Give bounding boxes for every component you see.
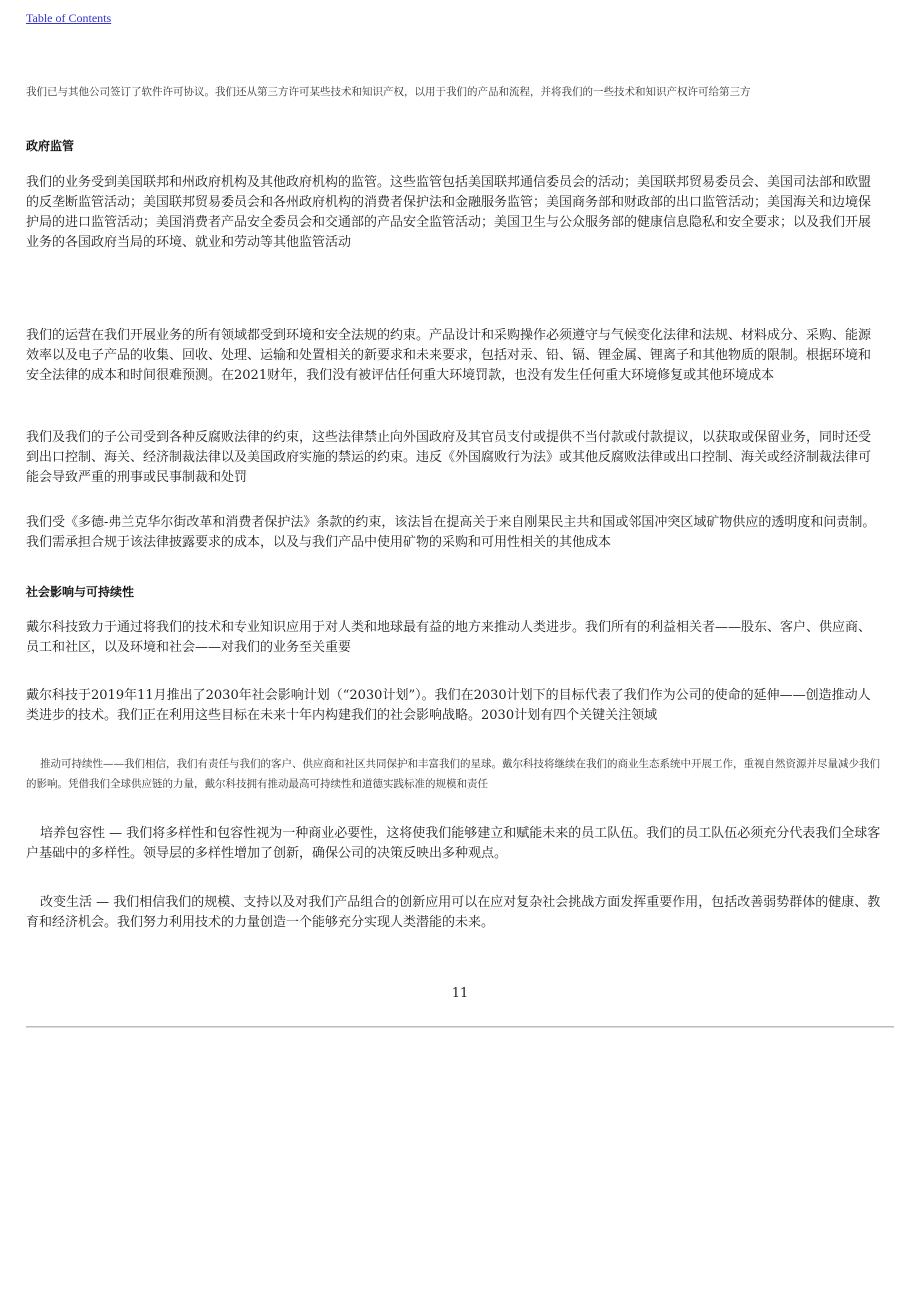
table-of-contents-link[interactable]: Table of Contents	[26, 11, 112, 25]
social-impact-heading: 社会影响与可持续性	[26, 585, 135, 599]
advancing-sustainability-paragraph: 推动可持续性——我们相信，我们有责任与我们的客户、供应商和社区共同保护和丰富我们的星球。戴尔科技将继续在我们的商业生态系统中开展工作，重视自然资源并尽量减少我们的影响。凭借我们全球供应链的力量，戴尔科技拥有推动最高可持续性和道德实践标准的规模和责任	[26, 758, 880, 790]
environment-regulation-paragraph: 我们的运营在我们开展业务的所有领域都受到环境和安全法规的约束。产品设计和采购操作必须遵守与气候变化法律和法规、材料成分、采购、能源效率以及电子产品的收集、回收、处理、运输和处置相关的新要求和未来要求，包括对汞、铅、镉、锂金属、锂离子和其他物质的限制。根据环境和安全法律的成本和时间很难预测。在2021财年，我们没有被评估任何重大环境罚款，也没有发生任何重大环境修复或其他环境成本	[26, 328, 872, 383]
dodd-frank-paragraph: 我们受《多德-弗兰克华尔街改革和消费者保护法》条款的约束，该法旨在提高关于来自刚果民主共和国或邻国冲突区域矿物供应的透明度和问责制。我们需承担合规于该法律披露要求的成本，以及与我们产品中使用矿物的采购和可用性相关的其他成本	[26, 515, 876, 550]
government-regulation-heading: 政府监管	[26, 139, 75, 153]
anticorruption-paragraph: 我们及我们的子公司受到各种反腐败法律的约束，这些法律禁止向外国政府及其官员支付或提供不当付款或付款提议，以获取或保留业务，同时还受到出口控制、海关、经济制裁法律以及美国政府实施的禁运的约束。违反《外国腐败行为法》或其他反腐败法律或出口控制、海关或经济制裁法律可能会导致严重的刑事或民事制裁和处罚	[26, 430, 872, 485]
transforming-lives-paragraph: 改变生活 — 我们相信我们的规模、支持以及对我们产品组合的创新应用可以在应对复杂社会挑战方面发挥重要作用，包括改善弱势群体的健康、教育和经济机会。我们努力利用技术的力量创造一个能够充分实现人类潜能的未来。	[26, 895, 881, 930]
page-number: 11	[451, 986, 469, 1001]
plan-2030-paragraph: 戴尔科技于2019年11月推出了2030年社会影响计划（“2030计划”）。我们在2030计划下的目标代表了我们作为公司的使命的延伸——创造推动人类进步的技术。我们正在利用这些目标在未来十年内构建我们的社会影响战略。2030计划有四个关键关注领域	[26, 688, 871, 723]
social-impact-intro-paragraph: 戴尔科技致力于通过将我们的技术和专业知识应用于对人类和地球最有益的地方来推动人类进步。我们所有的利益相关者——股东、客户、供应商、员工和社区，以及环境和社会——对我们的业务至关重要	[26, 620, 872, 655]
government-regulation-paragraph: 我们的业务受到美国联邦和州政府机构及其他政府机构的监管。这些监管包括美国联邦通信委员会的活动；美国联邦贸易委员会、美国司法部和欧盟的反垄断监管活动；美国联邦贸易委员会和各州政府机构的消费者保护法和金融服务监管；美国商务部和财政部的出口监管活动；美国海关和边境保护局的进口监管活动；美国消费者产品安全委员会和交通部的产品安全监管活动；美国卫生与公众服务部的健康信息隐私和安全要求；以及我们开展业务的各国政府当局的环境、就业和劳动等其他监管活动	[26, 175, 872, 250]
license-paragraph: 我们已与其他公司签订了软件许可协议。我们还从第三方许可某些技术和知识产权，以用于我们的产品和流程，并将我们的一些技术和知识产权许可给第三方	[26, 86, 751, 98]
cultivating-inclusion-paragraph: 培养包容性 — 我们将多样性和包容性视为一种商业必要性，这将使我们能够建立和赋能未来的员工队伍。我们的员工队伍必须充分代表我们全球客户基础中的多样性。领导层的多样性增加了创新，确保公司的决策反映出多种观点。	[26, 826, 881, 861]
page-divider	[26, 1026, 894, 1028]
